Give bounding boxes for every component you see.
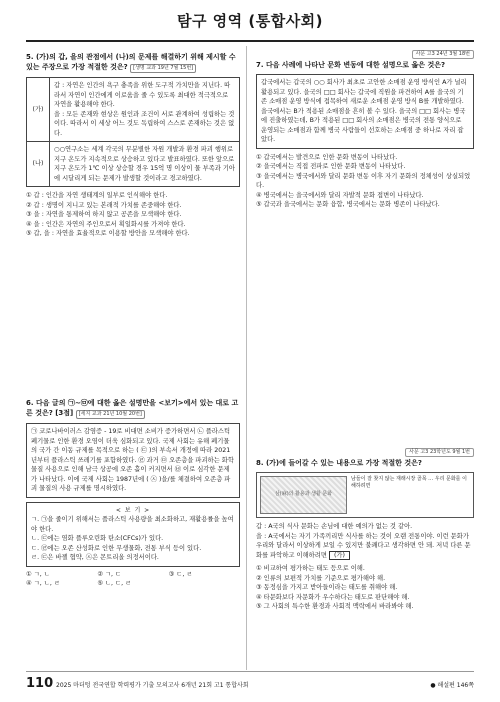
choice-1[interactable]: ① ㄱ, ㄴ xyxy=(26,570,50,578)
choice-1[interactable]: ① 비교하여 평가하는 태도 등으로 이해. xyxy=(256,565,365,572)
choice-4[interactable]: ④ 타문화보다 자문화가 우수하다는 태도로 판단해야 해. xyxy=(256,593,410,601)
dialogue-gap: 갑 : A국의 식사 문화는 손님에 대한 예의가 없는 것 같아. xyxy=(256,523,413,530)
question-8-source-tag: 사문 고3 23학년도 9월 1번 xyxy=(405,448,474,457)
footer-answer-ref: ● 해설편 146쪽 xyxy=(430,682,474,689)
bogi-item: ㄴ. ㉢에는 염화 플루오린화 탄소(CFCs)가 있다. xyxy=(31,535,164,542)
question-8-choices xyxy=(256,564,474,612)
poster-caption: 남들이 잘 찾지 않는 재래시장 골목 … 우리 문화를 이해하려면 xyxy=(351,476,467,489)
bogi-title: < 보 기 > xyxy=(115,506,151,514)
right-column xyxy=(256,51,474,611)
blank-ga: (가) xyxy=(329,551,350,560)
choice-2[interactable]: ② 인류의 보편적 가치를 기준으로 평가해야 해. xyxy=(256,574,386,582)
question-7 xyxy=(256,52,474,210)
choice-4[interactable]: ④ 병국에서는 을국에서와 달리 자발적 문화 접변이 나타났다. xyxy=(256,191,424,199)
question-8-image-box xyxy=(256,472,474,518)
page-number: 110 xyxy=(26,676,54,691)
question-7-choices xyxy=(256,153,474,211)
choice-5[interactable]: ⑤ 그 사회의 특수한 환경과 사회적 맥락에서 바라봐야 해. xyxy=(256,603,414,611)
cultural-poster-image xyxy=(260,476,347,514)
choice-2[interactable]: ② 을국에서는 직접 전파로 인한 문화 변동이 나타났다. xyxy=(256,163,406,171)
choice-4[interactable]: ④ ㄱ, ㄴ, ㄹ xyxy=(26,580,60,587)
choice-4[interactable]: ④ 을 : 인간은 자연의 주인으로서 획일화시를 가져야 한다. xyxy=(26,220,186,228)
question-5-source-tag: [생명 교과 19년 7월 15번] xyxy=(130,64,196,73)
passage-na-label: (나) xyxy=(27,142,50,186)
page-title: 탐구 영역 (통합사회) xyxy=(176,12,324,30)
left-column xyxy=(26,52,240,587)
choice-5[interactable]: ⑤ 갑국과 을국에서는 문화 융합, 병국에서는 문화 병존이 나타났다. xyxy=(256,201,440,209)
question-5-passage-box xyxy=(26,77,240,187)
dialogue-eul: 을 : A국에서는 자기 가족끼리만 식사를 하는 것이 오랜 전통이야. 이런 문화가 우리와 달라서 이상하게 보일 수 있지만 불쾌다고 생각하면 안 돼. 저녁 다른 문화를 파악하고 이해하려면 (가) xyxy=(256,532,471,559)
choice-5[interactable]: ⑤ ㄴ, ㄷ, ㄹ xyxy=(97,580,132,587)
choice-1[interactable]: ① 갑국에서는 발견으로 인한 문화 변동이 나타났다. xyxy=(256,153,398,161)
bogi-item: ㄱ. ㉠을 줄이기 위해서는 플라스틱 사용량을 최소화하고, 재활용률을 높여야 한다. xyxy=(31,516,234,533)
passage-ga-text: 갑 : 자연은 인간의 욕구 충족을 위한 도구적 가치만을 지닌다. 따라서 자연이 인간에게 이로움을 줄 수 있도록 최대한 적극적으로 자연을 활용해야 한다. 을 : 모든 존재와 현상은 원인과 조건이 서로 관계하여 성립하는 것이다. 따라서 이 세상 어느 것도 독립하여 스스로 존재하는 것은 없다. xyxy=(54,82,235,137)
choice-1[interactable]: ① 갑 : 인간을 자연 생태계의 일부로 인식해야 한다. xyxy=(26,192,168,199)
choice-3[interactable]: ③ 동정심을 가지고 받아들이라는 태도를 취해야 해. xyxy=(256,584,398,592)
choice-2[interactable]: ② ㄱ, ㄷ xyxy=(97,570,122,578)
question-6-choices xyxy=(26,570,240,589)
choice-3[interactable]: ③ 을 : 자연을 통제하여 하지 않고 공존을 모색해야 한다. xyxy=(26,211,182,219)
question-6-source-tag: [세지 교과 21년 10월 20번] xyxy=(76,410,145,419)
question-6-stem: 6. 다음 글의 ㉠~㉤에 대한 옳은 설명만을 <보기>에서 있는 대로 고른 것은? [3점] xyxy=(26,399,239,417)
column-divider xyxy=(246,46,247,670)
choice-2[interactable]: ② 갑 : 생명이 지니고 있는 본래적 가치를 존중해야 한다. xyxy=(26,201,182,209)
question-5-stem: 5. (가)의 갑, 을의 관점에서 (나)의 문제를 해결하기 위해 제시할 수 있는 주장으로 가장 적절한 것은? xyxy=(26,53,236,71)
choice-5[interactable]: ⑤ 갑, 을 : 자연을 효율적으로 이용할 방안을 모색해야 한다. xyxy=(26,230,190,238)
question-6-bogi-box xyxy=(26,502,240,567)
header-rule xyxy=(26,40,474,42)
footer-rule xyxy=(26,671,474,672)
choice-3[interactable]: ③ 을국에서는 병국에서와 달리 문화 변동 이후 자기 문화의 정체성이 상실되었다. xyxy=(256,172,471,190)
question-6 xyxy=(26,398,240,589)
poster-title: 삼(麻)의 활용과 생활 문화 xyxy=(274,491,333,498)
footer-book-title: 2025 마더텅 전국연합 학력평가 기출 모의고사 6개년 21회 고1 통합사회 xyxy=(56,682,249,689)
question-6-passage-box xyxy=(26,423,240,498)
question-5-choices xyxy=(26,191,240,239)
question-7-stem: 7. 다음 사례에 나타난 문화 변동에 대한 설명으로 옳은 것은? xyxy=(256,61,446,69)
question-8-stem: 8. (가)에 들어갈 수 있는 내용으로 가장 적절한 것은? xyxy=(256,459,422,467)
question-8 xyxy=(256,450,474,612)
question-6-passage: ㉠ 코로나바이러스 감염증 - 19로 비대면 소비가 증가하면서 ㉡ 플라스틱 폐기물로 인한 환경 오염이 더욱 심화되고 있다. 국제 사회는 유해 폐기물의 국가 간 이동 규제를 목적으로 하는 ( ㉢ )의 부속서 개정에 따라 2021년부터 플라스틱 쓰레기를 포함하였다. ㉣ 과거 ㉤ 오존층을 파괴하는 화학 물질 사용으로 인해 남극 상공에 오존 홀이 커지면서 ㉥ 이로 심각한 문제가 나타났다. 이에 국제 사회는 1987년에 ( ㉦ )을/를 체결하여 오존층 파괴 물질의 사용 규제를 명시하였다. xyxy=(31,428,234,492)
choice-3[interactable]: ③ ㄷ, ㄹ xyxy=(168,570,193,578)
passage-ga-label: (가) xyxy=(27,78,50,141)
question-7-passage-box xyxy=(256,74,474,149)
question-5 xyxy=(26,52,240,239)
question-8-dialogue xyxy=(256,522,474,560)
passage-na-text: ○○연구소는 세계 각국의 무분별한 자원 개발과 환경 파괴 행위로 지구 온도가 지속적으로 상승하고 있다고 발표하였다. 또한 앞으로 지구 온도가 1℃ 이상 상승할 경우 15억 명 이상이 물 부족과 기아에 시달리게 되는 문제가 발생할 것이라고 경고하였다. xyxy=(54,146,236,182)
question-7-passage: 갑국에서는 갑국의 ○○ 회사가 최초로 고안한 소매점 운영 방식인 A가 널리 활용되고 있다. 을국의 □□ 회사는 갑국에 직원을 파견하여 A를 을국의 기존 소매점 운영 방식에 접목하여 새로운 소매점 운영 방식 B를 개발하였다. 을국에서는 B가 적용된 소매점을 흔히 볼 수 있다. 을국의 □□ 회사는 병국에 진출하였는데, B가 적용된 □□ 회사의 소매점은 병국의 전통 양식으로 운영되는 소매점과 함께 병국 사람들이 선호하는 소매점 중 하나로 자리 잡았다. xyxy=(261,79,467,143)
bogi-item: ㄷ. ㉣에는 오존 산성화로 인한 무생물화, 전통 부식 등이 있다. xyxy=(31,544,202,552)
bogi-item: ㄹ. ㉢은 바젤 협약, ㉦은 몬트리올 의정서이다. xyxy=(31,554,159,561)
question-7-source-tag: 사문 고3 24년 3월 18번 xyxy=(412,50,474,59)
